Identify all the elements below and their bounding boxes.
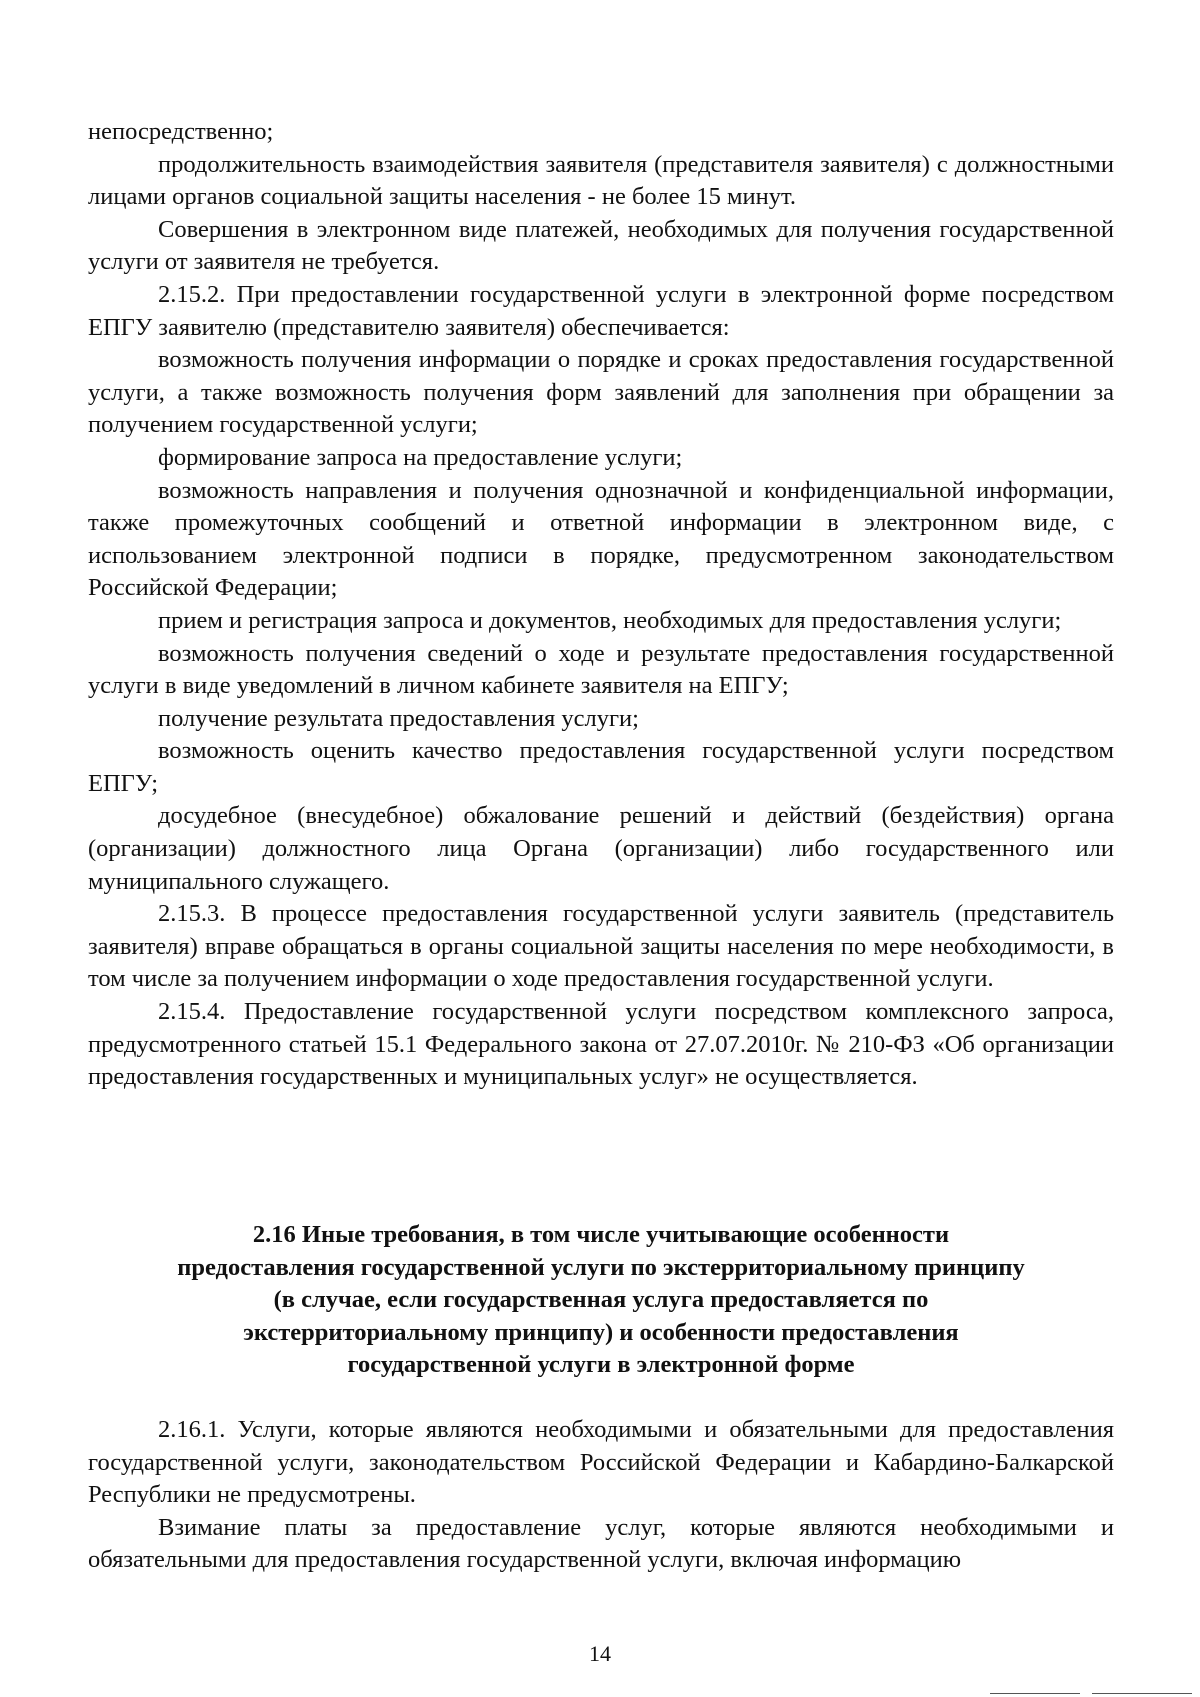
heading-line: экстерриториальному принципу) и особенности предоставления <box>243 1318 959 1346</box>
heading-line: (в случае, если государственная услуга предоставляется по <box>273 1286 929 1314</box>
paragraph: досудебное (внесудебное) обжалование решений и действий (бездействия) органа (организации) должностного лица Органа (организации) либо государственного или муниципального служащего. <box>88 802 1114 895</box>
paragraph: Совершения в электронном виде платежей, необходимых для получения государственной услуги от заявителя не требуется. <box>88 215 1114 276</box>
paragraph: формирование запроса на предоставление услуги; <box>158 443 683 471</box>
paragraph: возможность получения информации о порядке и сроках предоставления государственной услуги, а также возможность получения форм заявлений для заполнения при обращении за получением государственной услуги; <box>88 346 1114 439</box>
body-text-bottom <box>88 1414 1114 1577</box>
paragraph: 2.15.2. При предоставлении государственной услуги в электронной форме посредством ЕПГУ заявителю (представителю заявителя) обеспечивается: <box>88 280 1114 341</box>
paragraph: возможность оценить качество предоставления государственной услуги посредством ЕПГУ; <box>88 737 1114 797</box>
paragraph: возможность получения сведений о ходе и результате предоставления государственной услуги в виде уведомлений в личном кабинете заявителя на ЕПГУ; <box>88 639 1114 700</box>
heading-line: предоставления государственной услуги по экстерриториальному принципу <box>177 1253 1025 1281</box>
paragraph: продолжительность взаимодействия заявителя (представителя заявителя) с должностными лицами органов социальной защиты населения - не более 15 минут. <box>88 150 1114 211</box>
paragraph: непосредственно; <box>88 118 274 145</box>
footer-rule <box>990 1693 1080 1694</box>
paragraph: прием и регистрация запроса и документов, необходимых для предоставления услуги; <box>158 606 1062 634</box>
paragraph: возможность направления и получения однозначной и конфиденциальной информации, также промежуточных сообщений и ответной информации в электронном виде, с использованием электронной подписи в порядке, предусмотренном законодательством Российской Федерации; <box>88 476 1114 602</box>
body-text-top <box>88 116 1114 1094</box>
paragraph: 2.15.3. В процессе предоставления государственной услуги заявитель (представитель заявителя) вправе обращаться в органы социальной защиты населения по мере необходимости, в том числе за получением информации о ходе предоставления государственной услуги. <box>88 900 1114 993</box>
paragraph: 2.15.4. Предоставление государственной услуги посредством комплексного запроса, предусмотренного статьей 15.1 Федерального закона от 27.07.2010г. № 210-ФЗ «Об организации предоставления государственных и муниципальных услуг» не осуществляется. <box>88 998 1114 1091</box>
heading-line: 2.16 Иные требования, в том числе учитывающие особенности <box>252 1221 950 1248</box>
page-number: 14 <box>589 1641 611 1666</box>
paragraph: 2.16.1. Услуги, которые являются необходимыми и обязательными для предоставления государственной услуги, законодательством Российской Федерации и Кабардино-Балкарской Республики не предусмотрены. <box>88 1416 1114 1509</box>
paragraph: Взимание платы за предоставление услуг, которые являются необходимыми и обязательными для предоставления государственной услуги, включая информацию <box>88 1513 1114 1574</box>
footer-rule <box>1092 1693 1192 1694</box>
heading-line: государственной услуги в электронной форме <box>347 1351 855 1379</box>
section-heading <box>88 1219 1114 1382</box>
paragraph: получение результата предоставления услуги; <box>158 704 639 732</box>
